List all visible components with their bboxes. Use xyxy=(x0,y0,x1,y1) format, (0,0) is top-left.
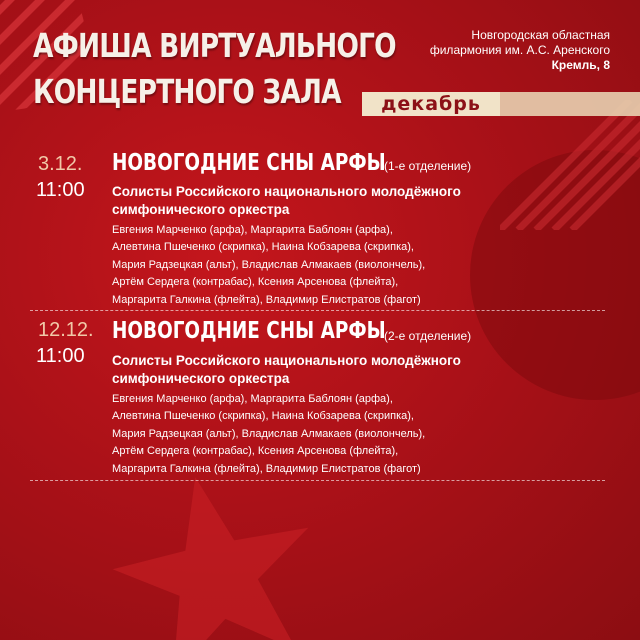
performers-line: Евгения Марченко (арфа), Маргарита Баблоян (арфа), xyxy=(112,393,393,405)
performers-line: Маргарита Галкина (флейта), Владимир Елистратов (фагот) xyxy=(112,294,421,306)
venue-address: Кремль, 8 xyxy=(551,58,610,72)
poster-title-line-2: КОНЦЕРТНОГО ЗАЛА xyxy=(33,72,341,111)
poster-title-line-1: АФИША ВИРТУАЛЬНОГО xyxy=(33,26,396,65)
dashed-divider xyxy=(30,480,605,481)
event-date: 3.12. xyxy=(38,153,83,175)
dashed-divider xyxy=(30,310,605,311)
diagonal-stripes-decoration xyxy=(500,100,640,230)
performers-line: Маргарита Галкина (флейта), Владимир Елистратов (фагот) xyxy=(112,463,421,475)
performers-line: Алевтина Пшеченко (скрипка), Наина Кобзарева (скрипка), xyxy=(112,410,414,422)
soloists-line-2: симфонического оркестра xyxy=(112,371,290,386)
venue-name-line-2: филармония им. А.С. Аренского xyxy=(429,43,610,57)
performers-line: Артём Сердега (контрабас), Ксения Арсенова (флейта), xyxy=(112,445,399,457)
performers-line: Евгения Марченко (арфа), Маргарита Баблоян (арфа), xyxy=(112,224,393,236)
venue-name-line-1: Новгородская областная xyxy=(471,28,610,42)
star-icon xyxy=(90,470,340,640)
month-badge: декабрь xyxy=(362,92,500,116)
event-title: НОВОГОДНИЕ СНЫ АРФЫ xyxy=(112,318,386,344)
performers-line: Мария Радзецкая (альт), Владислав Алмакаев (виолончель), xyxy=(112,428,426,440)
event-title: НОВОГОДНИЕ СНЫ АРФЫ xyxy=(112,150,386,176)
event-date: 12.12. xyxy=(38,319,94,341)
event-time: 11:00 xyxy=(36,345,85,367)
performers-line: Алевтина Пшеченко (скрипка), Наина Кобзарева (скрипка), xyxy=(112,241,414,253)
performers-line: Артём Сердега (контрабас), Ксения Арсенова (флейта), xyxy=(112,276,399,288)
event-time: 11:00 xyxy=(36,179,85,201)
soloists-line-2: симфонического оркестра xyxy=(112,202,290,217)
soloists-line-1: Солисты Российского национального молодёжного xyxy=(112,353,461,368)
month-badge-bar xyxy=(500,92,640,116)
performers-line: Мария Радзецкая (альт), Владислав Алмакаев (виолончель), xyxy=(112,259,426,271)
event-part: (2-е отделение) xyxy=(384,329,472,343)
event-part: (1-е отделение) xyxy=(384,159,472,173)
soloists-line-1: Солисты Российского национального молодёжного xyxy=(112,184,461,199)
